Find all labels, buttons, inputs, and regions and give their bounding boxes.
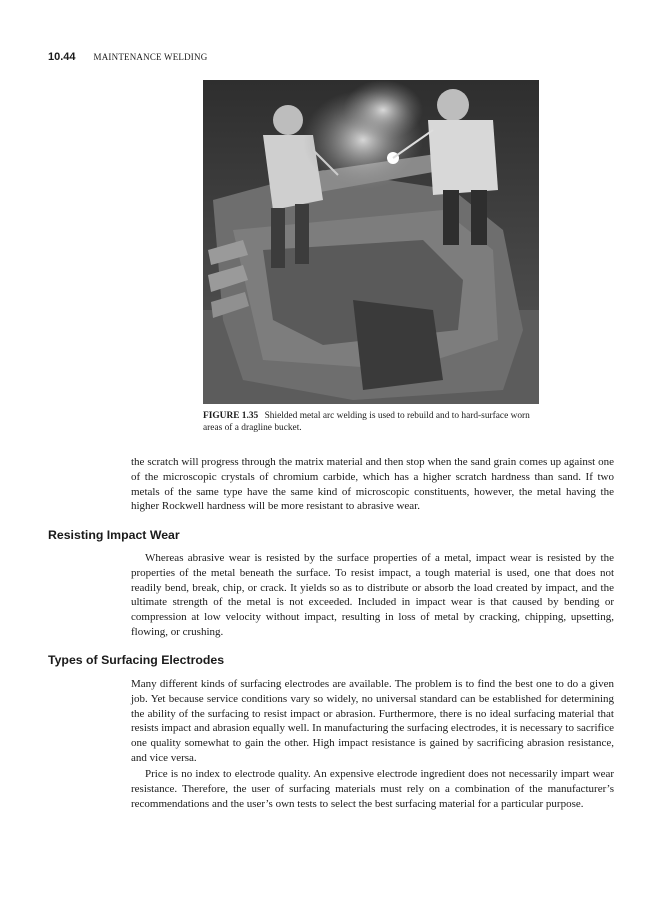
body-paragraph-impact-wear: Whereas abrasive wear is resisted by the surface properties of a metal, impact wear is resisted by the properties of the metal beneath the surface. To resist impact, a tough material is used, one that does not readily bend, break, chip, or crack. It yields so as to distribute or absorb the load created by impact, and the ultimate strength of the metal is not exceeded. Included in impact wear is that caused by bending or compression at low velocity without impact, resulting in loss of metal by cracking, chipping, upsetting, flowing, or crushing.	[131, 552, 614, 638]
section-heading-surfacing-electrodes: Types of Surfacing Electrodes	[48, 653, 225, 667]
section-title: MAINTENANCE WELDING	[93, 52, 208, 62]
figure-caption	[203, 411, 548, 434]
page-number: 10.44	[48, 51, 76, 63]
section-heading-impact-wear: Resisting Impact Wear	[48, 528, 180, 542]
body-paragraph-surfacing-1: Many different kinds of surfacing electrodes are available. The problem is to find the best one to do a given job. Yet because service conditions vary so widely, no universal standard can be established for determining the ability of the surfacing to resist impact or abrasion. Furthermore, there is no ideal surfacing material that resists impact and abrasion equally well. In manufacturing the surfacing electrodes, it is necessary to sacrifice one quality somewhat to gain the other. High impact resistance is gained by sacrificing abrasion resistance, and vice versa.	[131, 678, 614, 764]
running-head	[48, 47, 207, 61]
welding-photo-illustration	[203, 80, 539, 404]
body-paragraph-surfacing-2: Price is no index to electrode quality. An expensive electrode ingredient does not necessarily impart wear resistance. Therefore, the user of surfacing materials must rely on a combination of the manufacturer’s recommendations and the user’s own tests to select the best surfacing material for a particular purpose.	[131, 768, 614, 810]
body-paragraph-scratch: the scratch will progress through the matrix material and then stop when the sand grain comes up against one of the microscopic crystals of chromium carbide, which has a higher scratch hardness than sand. If two metals of the same type have the same kind of microscopic constituents, however, the metal having the higher Rockwell hardness will be more resistant to abrasive wear.	[131, 456, 614, 513]
figure-photo	[203, 80, 539, 404]
figure-label: FIGURE 1.35	[203, 411, 259, 421]
figure-caption-text: Shielded metal arc welding is used to rebuild and to hard-surface worn areas of a dragline bucket.	[203, 411, 530, 433]
